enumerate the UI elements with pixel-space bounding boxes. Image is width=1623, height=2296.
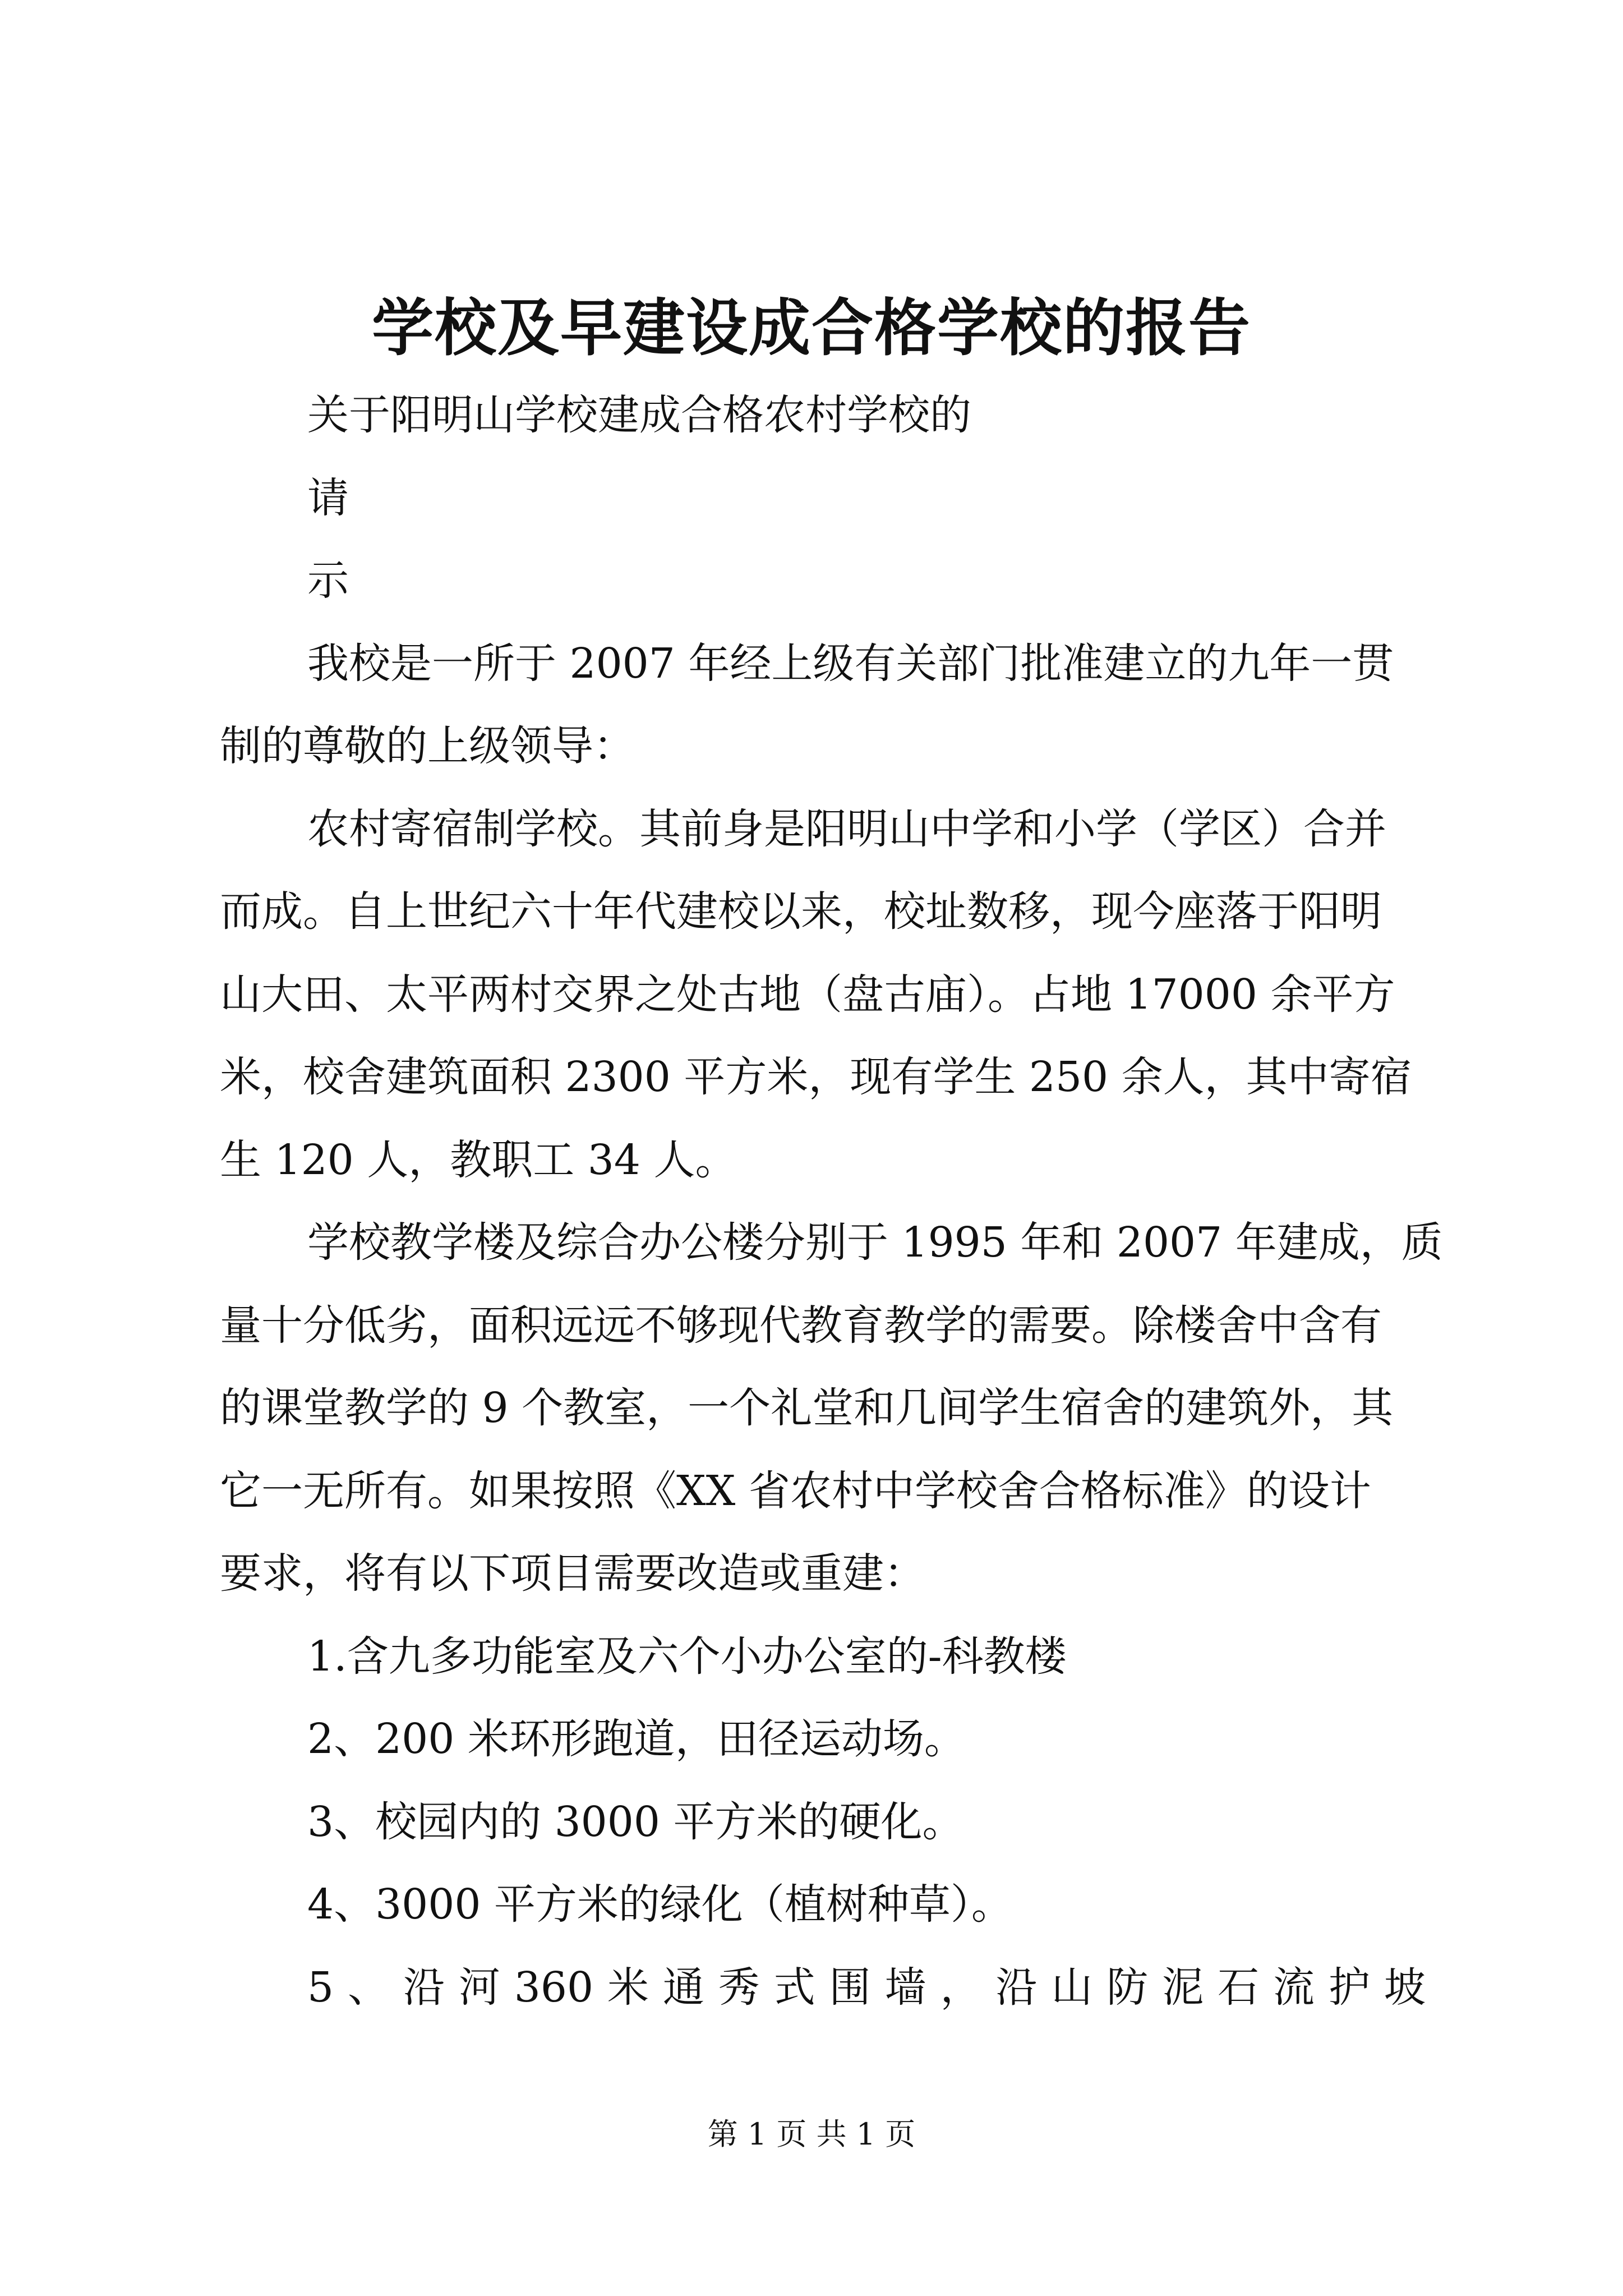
list-item: 1.含九多功能室及六个小办公室的-科教楼: [307, 1632, 1067, 1681]
justified-token: 秀: [718, 1963, 760, 2012]
justified-token: 5: [307, 1963, 334, 2012]
justified-token: 沿: [403, 1963, 445, 2012]
list-item: 3、校园内的 3000 平方米的硬化。: [307, 1798, 964, 1846]
paragraph-line: 而成。自上世纪六十年代建校以来，校址数移，现今座落于阳明: [220, 887, 1382, 936]
justified-token: 防: [1106, 1963, 1149, 2012]
paragraph-line: 量十分低劣，面积远远不够现代教育教学的需要。除楼舍中含有: [220, 1301, 1382, 1350]
justified-token: 坡: [1384, 1963, 1426, 2012]
subtitle-line: 请: [307, 474, 349, 522]
justified-token: 泥: [1162, 1963, 1204, 2012]
justified-token: 沿: [995, 1963, 1038, 2012]
justified-token: ，: [940, 1963, 982, 2012]
paragraph-line: 学校教学楼及综合办公楼分别于 1995 年和 2007 年建成，质: [307, 1218, 1443, 1267]
list-item-justified: [307, 1959, 1426, 2016]
subtitle-line: 关于阳明山学校建成合格农村学校的: [307, 391, 971, 439]
list-item: 4、3000 平方米的绿化（植树种草）。: [307, 1880, 1013, 1929]
paragraph-line: 农村寄宿制学校。其前身是阳明山中学和小学（学区）合并: [307, 805, 1386, 853]
paragraph-line: 制的尊敬的上级领导：: [220, 722, 635, 770]
list-item: 2、200 米环形跑道，田径运动场。: [307, 1715, 966, 1763]
paragraph-line: 的课堂教学的 9 个教室，一个礼堂和几间学生宿舍的建筑外，其: [220, 1384, 1394, 1432]
justified-token: 通: [662, 1963, 704, 2012]
paragraph-line: 要求，将有以下项目需要改造或重建：: [220, 1549, 925, 1598]
subtitle-line: 示: [307, 556, 349, 605]
justified-token: 围: [829, 1963, 871, 2012]
justified-token: 流: [1273, 1963, 1315, 2012]
justified-token: 山: [1051, 1963, 1093, 2012]
justified-token: 、: [348, 1963, 390, 2012]
justified-token: 护: [1328, 1963, 1370, 2012]
paragraph-line: 米，校舍建筑面积 2300 平方米，现有学生 250 余人，其中寄宿: [220, 1053, 1412, 1101]
paragraph-line: 生 120 人，教职工 34 人。: [220, 1136, 737, 1184]
justified-token: 河: [458, 1963, 500, 2012]
justified-token: 360: [514, 1963, 594, 2012]
document-title: 学校及早建设成合格学校的报告: [372, 292, 1251, 364]
justified-token: 墙: [884, 1963, 926, 2012]
paragraph-line: 山大田、太平两村交界之处古地（盘古庙）。占地 17000 余平方: [220, 970, 1395, 1019]
justified-token: 式: [773, 1963, 815, 2012]
justified-token: 石: [1218, 1963, 1260, 2012]
page-footer: 第 1 页 共 1 页: [707, 2116, 916, 2152]
justified-token: 米: [607, 1963, 649, 2012]
paragraph-line: 它一无所有。如果按照《XX 省农村中学校舍合格标准》的设计: [220, 1467, 1371, 1515]
paragraph-line: 我校是一所于 2007 年经上级有关部门批准建立的九年一贯: [307, 639, 1394, 688]
